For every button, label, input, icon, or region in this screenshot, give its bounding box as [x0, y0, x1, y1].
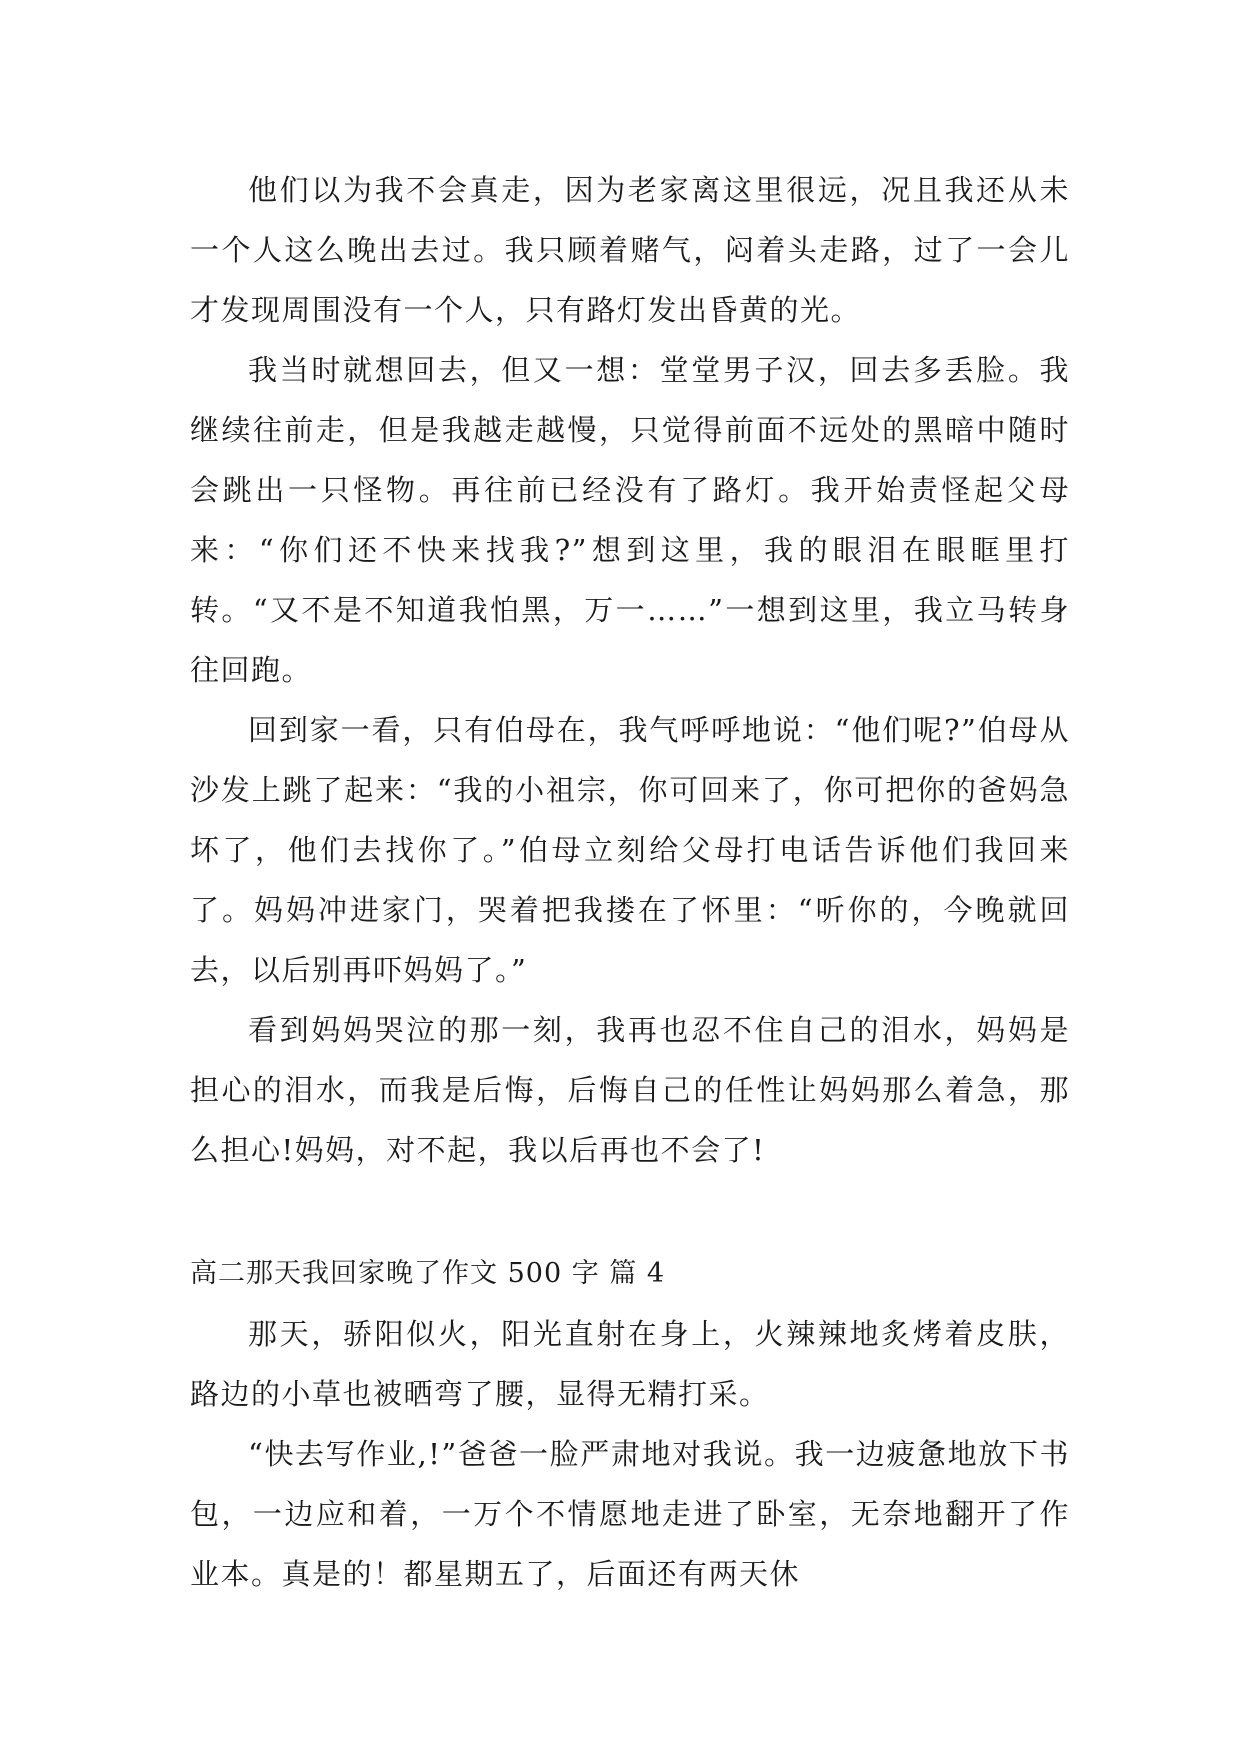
- section-heading: 高二那天我回家晚了作文 500 字 篇 4: [190, 1258, 666, 1289]
- paragraph: 看到妈妈哭泣的那一刻，我再也忍不住自己的泪水，妈妈是担心的泪水，而我是后悔，后悔自己的任性让妈妈那么着急，那么担心!妈妈，对不起，我以后再也不会了!: [190, 1013, 1070, 1167]
- paragraph: 那天，骄阳似火，阳光直射在身上，火辣辣地炙烤着皮肤，路边的小草也被晒弯了腰，显得无精打采。: [190, 1317, 1070, 1411]
- section-spacer: [190, 1180, 1070, 1244]
- paragraph: 我当时就想回去，但又一想：堂堂男子汉，回去多丢脸。我继续往前走，但是我越走越慢，只觉得前面不远处的黑暗中随时会跳出一只怪物。再往前已经没有了路灯。我开始责怪起父母来：“你们还不快来找我?”想到这里，我的眼泪在眼眶里打转。“又不是不知道我怕黑，万一……”一想到这里，我立马转身往回跑。: [190, 353, 1070, 687]
- paragraph: 他们以为我不会真走，因为老家离这里很远，况且我还从未一个人这么晚出去过。我只顾着赌气，闷着头走路，过了一会儿才发现周围没有一个人，只有路灯发出昏黄的光。: [190, 173, 1070, 327]
- essay-body: [190, 160, 1070, 1604]
- paragraph: 回到家一看，只有伯母在，我气呼呼地说：“他们呢?”伯母从沙发上跳了起来：“我的小祖宗，你可回来了，你可把你的爸妈急坏了，他们去找你了。”伯母立刻给父母打电话告诉他们我回来了。妈妈冲进家门，哭着把我搂在了怀里：“听你的，今晚就回去，以后别再吓妈妈了。”: [190, 713, 1070, 987]
- paragraph: “快去写作业,!”爸爸一脸严肃地对我说。我一边疲惫地放下书包，一边应和着，一万个不情愿地走进了卧室，无奈地翻开了作业本。真是的！都星期五了，后面还有两天休: [190, 1437, 1070, 1591]
